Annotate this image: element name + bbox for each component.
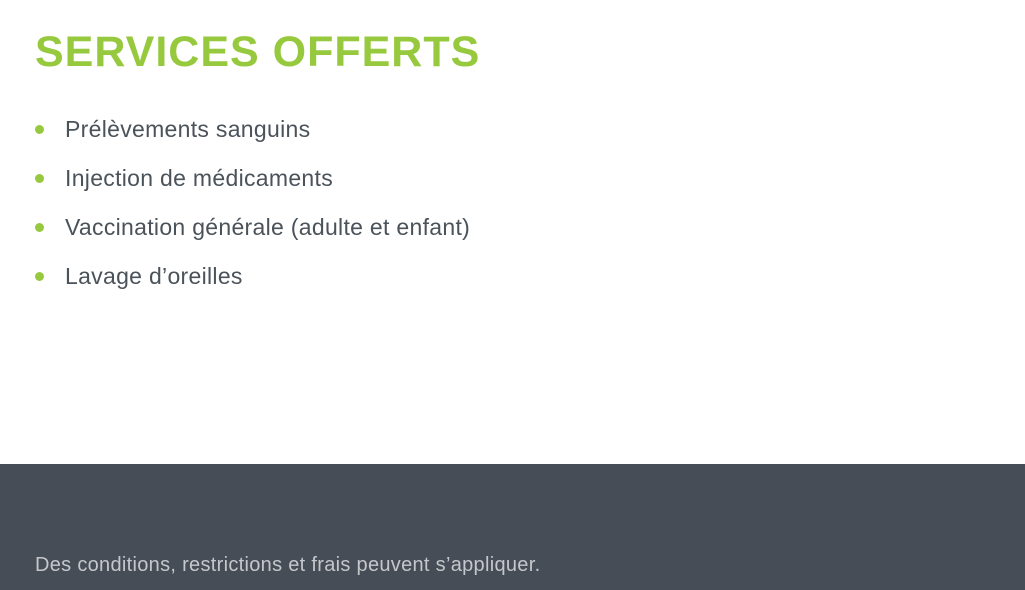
service-label: Vaccination générale (adulte et enfant)	[65, 214, 471, 240]
list-item	[35, 203, 470, 252]
service-label: Lavage d’oreilles	[65, 263, 243, 289]
service-label: Prélèvements sanguins	[65, 116, 311, 142]
footer-band	[0, 464, 1025, 590]
service-label: Injection de médicaments	[65, 165, 334, 191]
page-title: SERVICES OFFERTS	[35, 28, 481, 76]
bullet-dot-icon	[35, 174, 44, 183]
bullet-dot-icon	[35, 223, 44, 232]
footer-disclaimer-text: Des conditions, restrictions et frais peuvent s’appliquer.	[35, 554, 541, 576]
list-item	[35, 252, 470, 301]
bullet-dot-icon	[35, 272, 44, 281]
bullet-dot-icon	[35, 125, 44, 134]
list-item	[35, 154, 470, 203]
services-list	[35, 105, 470, 301]
list-item	[35, 105, 470, 154]
